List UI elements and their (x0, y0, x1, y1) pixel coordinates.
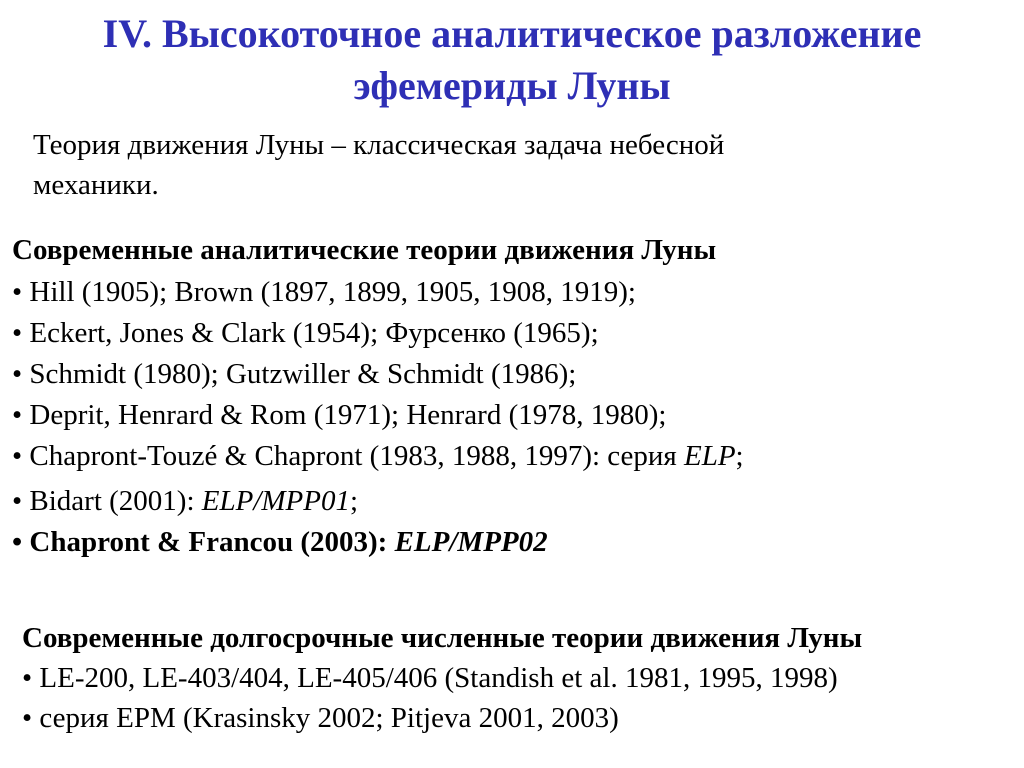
analytic-item-text: • Hill (1905); Brown (1897, 1899, 1905, 1908, 1919); (12, 276, 636, 308)
analytic-item-chapront-elp (12, 436, 744, 477)
slide-title (0, 8, 1024, 112)
analytic-item-bidart-elp-mpp01 (12, 481, 744, 522)
numerical-item-epm-series: • серия EPM (Krasinsky 2002; Pitjeva 2001, 2003) (22, 702, 619, 734)
analytic-item-text: • Bidart (2001): (12, 485, 202, 517)
slide-title-line-1: IV. Высокоточное аналитическое разложение (102, 11, 922, 56)
analytic-item-tail: ; (349, 485, 359, 517)
analytic-item-text: • Eckert, Jones & Clark (1954); Фурсенко (1965); (12, 317, 599, 349)
numerical-item-le-series: • LE-200, LE-403/404, LE-405/406 (Standish et al. 1981, 1995, 1998) (22, 662, 838, 694)
slide-title-line-2: эфемериды Луны (353, 63, 671, 108)
analytic-item-italic: ELP (683, 440, 736, 472)
analytic-item-text: • (12, 526, 30, 558)
analytic-item-italic: ELP/MPP02 (394, 526, 548, 558)
analytic-item-text: • Deprit, Henrard & Rom (1971); Henrard (1978, 1980); (12, 399, 667, 431)
analytic-item-italic: ELP/MPP01 (201, 485, 350, 517)
numerical-theories-section (22, 618, 862, 738)
intro-line-1: Теория движения Луны – классическая задача небесной (33, 129, 725, 161)
analytic-item-eckert-fursenko (12, 313, 744, 354)
intro-paragraph (33, 125, 933, 205)
numerical-theories-heading: Современные долгосрочные численные теории движения Луны (22, 622, 863, 654)
analytic-theories-heading: Современные аналитические теории движения Луны (12, 234, 717, 266)
analytic-item-text: • Chapront-Touzé & Chapront (1983, 1988, 1997): серия (12, 440, 684, 472)
analytic-item-deprit-henrard (12, 395, 744, 436)
analytic-item-text: • Schmidt (1980); Gutzwiller & Schmidt (1986); (12, 358, 577, 390)
analytic-item-schmidt-gutzwiller (12, 354, 744, 395)
analytic-item-bold: Chapront & Francou (2003): (29, 526, 395, 558)
analytic-item-chapront-francou-elp-mpp02 (12, 522, 744, 563)
analytic-item-hill-brown (12, 272, 744, 313)
analytic-item-tail: ; (735, 440, 744, 472)
analytic-theories-section (12, 230, 744, 563)
intro-line-2: механики. (33, 169, 159, 201)
